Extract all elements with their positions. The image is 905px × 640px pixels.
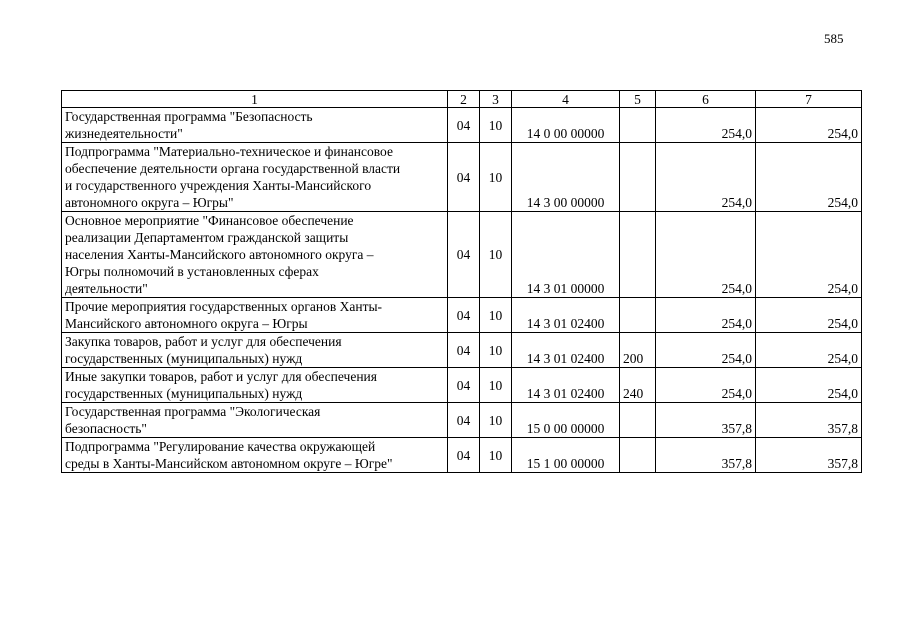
header-cell: 7: [756, 91, 862, 108]
cell-expense-type: [620, 143, 656, 212]
cell-subsection: 10: [480, 368, 512, 403]
description-line: Государственная программа "Безопасность: [65, 109, 313, 124]
cell-amount-2: 254,0: [756, 143, 862, 212]
description-line: жизнедеятельности": [65, 126, 183, 141]
cell-subsection: 10: [480, 212, 512, 298]
cell-amount-2: 357,8: [756, 403, 862, 438]
description-line: Иные закупки товаров, работ и услуг для обеспечения: [65, 369, 377, 384]
header-cell: 5: [620, 91, 656, 108]
cell-section: 04: [448, 368, 480, 403]
cell-subsection: 10: [480, 108, 512, 143]
header-cell: 2: [448, 91, 480, 108]
description-line: Подпрограмма "Материально-техническое и финансовое: [65, 144, 393, 159]
cell-expense-type: [620, 298, 656, 333]
description-line: государственных (муниципальных) нужд: [65, 386, 303, 401]
cell-subsection: 10: [480, 143, 512, 212]
cell-expense-type: 240: [620, 368, 656, 403]
cell-amount-1: 357,8: [656, 438, 756, 473]
cell-amount-1: 254,0: [656, 368, 756, 403]
cell-amount-2: 357,8: [756, 438, 862, 473]
cell-section: 04: [448, 438, 480, 473]
description-line: среды в Ханты-Мансийском автономном округе – Югре": [65, 456, 393, 471]
description-line: государственных (муниципальных) нужд: [65, 351, 303, 366]
cell-amount-1: 254,0: [656, 108, 756, 143]
cell-expense-type: [620, 108, 656, 143]
cell-subsection: 10: [480, 403, 512, 438]
description-line: и государственного учреждения Ханты-Мансийского: [65, 178, 372, 193]
description-line: Государственная программа "Экологическая: [65, 404, 321, 419]
cell-amount-1: 254,0: [656, 143, 756, 212]
description-line: обеспечение деятельности органа государственной власти: [65, 161, 401, 176]
cell-section: 04: [448, 333, 480, 368]
description-line: населения Ханты-Мансийского автономного округа –: [65, 247, 374, 262]
header-cell: 4: [512, 91, 620, 108]
cell-target-code: 15 0 00 00000: [512, 403, 620, 438]
cell-expense-type: [620, 438, 656, 473]
cell-amount-1: 254,0: [656, 298, 756, 333]
description-line: автономного округа – Югры": [65, 195, 234, 210]
table-row: [62, 108, 862, 143]
description-line: реализации Департаментом гражданской защиты: [65, 230, 349, 245]
description-line: Мансийского автономного округа – Югры: [65, 316, 308, 331]
row-description: [62, 403, 448, 438]
description-line: Подпрограмма "Регулирование качества окружающей: [65, 439, 376, 454]
cell-target-code: 14 3 01 00000: [512, 212, 620, 298]
cell-amount-2: 254,0: [756, 368, 862, 403]
header-cell: 1: [62, 91, 448, 108]
cell-subsection: 10: [480, 298, 512, 333]
cell-section: 04: [448, 298, 480, 333]
cell-amount-1: 254,0: [656, 212, 756, 298]
cell-section: 04: [448, 212, 480, 298]
row-description: [62, 368, 448, 403]
cell-expense-type: [620, 403, 656, 438]
table-row: [62, 143, 862, 212]
cell-amount-1: 254,0: [656, 333, 756, 368]
budget-table: [61, 90, 862, 473]
cell-amount-2: 254,0: [756, 298, 862, 333]
cell-target-code: 14 0 00 00000: [512, 108, 620, 143]
row-description: [62, 298, 448, 333]
description-line: деятельности": [65, 281, 148, 296]
header-cell: 3: [480, 91, 512, 108]
row-description: [62, 438, 448, 473]
cell-section: 04: [448, 143, 480, 212]
cell-target-code: 15 1 00 00000: [512, 438, 620, 473]
cell-expense-type: 200: [620, 333, 656, 368]
cell-amount-2: 254,0: [756, 108, 862, 143]
row-description: [62, 108, 448, 143]
cell-amount-1: 357,8: [656, 403, 756, 438]
description-line: Основное мероприятие "Финансовое обеспечение: [65, 213, 354, 228]
cell-amount-2: 254,0: [756, 212, 862, 298]
cell-section: 04: [448, 403, 480, 438]
table-row: [62, 212, 862, 298]
cell-target-code: 14 3 01 02400: [512, 368, 620, 403]
cell-expense-type: [620, 212, 656, 298]
description-line: Югры полномочий в установленных сферах: [65, 264, 319, 279]
table-row: [62, 298, 862, 333]
cell-subsection: 10: [480, 438, 512, 473]
cell-amount-2: 254,0: [756, 333, 862, 368]
header-cell: 6: [656, 91, 756, 108]
table-row: [62, 438, 862, 473]
cell-target-code: 14 3 00 00000: [512, 143, 620, 212]
page-number: 585: [824, 31, 844, 46]
cell-target-code: 14 3 01 02400: [512, 298, 620, 333]
table-row: [62, 333, 862, 368]
row-description: [62, 333, 448, 368]
table-row: [62, 368, 862, 403]
cell-target-code: 14 3 01 02400: [512, 333, 620, 368]
cell-section: 04: [448, 108, 480, 143]
row-description: [62, 143, 448, 212]
row-description: [62, 212, 448, 298]
table-row: [62, 403, 862, 438]
description-line: Закупка товаров, работ и услуг для обеспечения: [65, 334, 342, 349]
cell-subsection: 10: [480, 333, 512, 368]
header-row: [62, 91, 862, 108]
description-line: Прочие мероприятия государственных органов Ханты-: [65, 299, 383, 314]
description-line: безопасность": [65, 421, 147, 436]
